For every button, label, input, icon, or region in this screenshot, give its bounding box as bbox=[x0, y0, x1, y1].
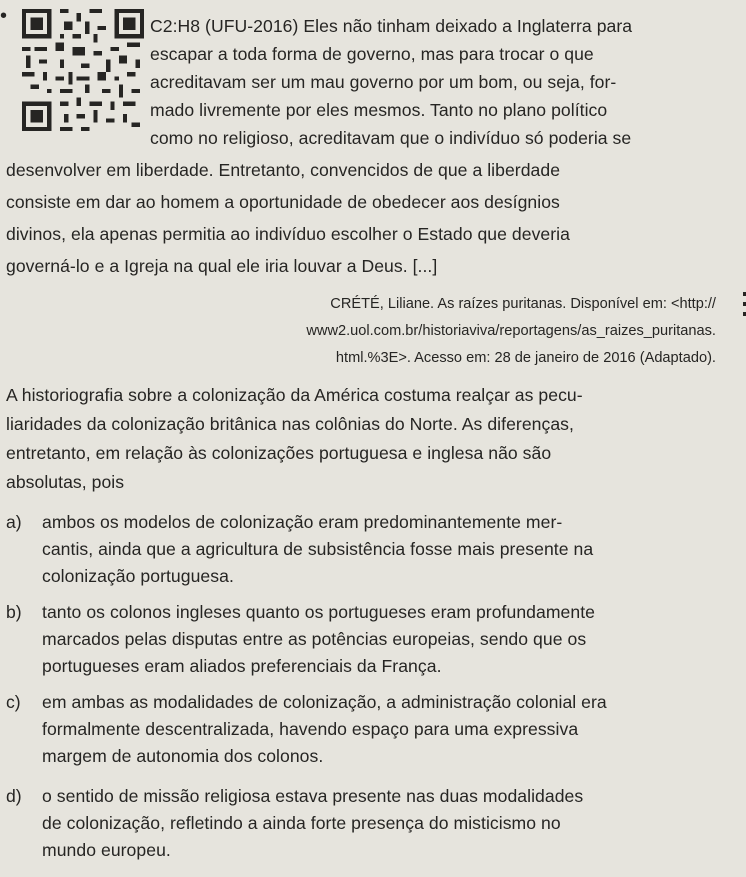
option-a-line-2[interactable]: cantis, ainda que a agricultura de subsistência fosse mais presente na bbox=[42, 539, 594, 559]
text-line-6: desenvolver em liberdade. Entretanto, convencidos de que a liberdade bbox=[6, 160, 561, 180]
option-a-letter[interactable]: a) bbox=[6, 512, 22, 532]
option-d-line-1[interactable]: o sentido de missão religiosa estava presente nas duas modalidades bbox=[42, 786, 584, 806]
option-a-line-1[interactable]: ambos os modelos de colonização eram predominantemente mer- bbox=[42, 512, 563, 532]
option-d-line-3[interactable]: mundo europeu. bbox=[42, 840, 171, 860]
text-line-1: Eles não tinham deixado a Inglaterra para bbox=[303, 16, 633, 36]
option-c-letter[interactable]: c) bbox=[6, 692, 21, 712]
text-line-2: escapar a toda forma de governo, mas para trocar o que bbox=[150, 44, 594, 64]
option-a-line-3[interactable]: colonização portuguesa. bbox=[42, 566, 234, 586]
option-d-line-2[interactable]: de colonização, refletindo a ainda forte presença do misticismo no bbox=[42, 813, 561, 833]
option-c-line-2[interactable]: formalmente descentralizada, havendo espaço para uma expressiva bbox=[42, 719, 579, 739]
option-b-line-1[interactable]: tanto os colonos ingleses quanto os portugueses eram profundamente bbox=[42, 602, 595, 622]
text-line-3: acreditavam ser um mau governo por um bom, ou seja, for- bbox=[150, 72, 617, 92]
text-line-5: como no religioso, acreditavam que o indivíduo só poderia se bbox=[150, 128, 632, 148]
stem-line-3: entretanto, em relação às colonizações portuguesa e inglesa não são bbox=[6, 443, 552, 463]
qr-code-icon bbox=[22, 9, 144, 131]
option-b-letter[interactable]: b) bbox=[6, 602, 22, 622]
stem-line-2: liaridades da colonização britânica nas colônias do Norte. As diferenças, bbox=[6, 414, 574, 434]
question-header: C2:H8 (UFU-2016) bbox=[150, 16, 299, 36]
source-line-1: CRÉTÉ, Liliane. As raízes puritanas. Disponível em: <http:// bbox=[330, 296, 716, 312]
stem-line-4: absolutas, pois bbox=[6, 472, 125, 492]
text-line-8: divinos, ela apenas permitia ao indivíduo escolher o Estado que deveria bbox=[6, 224, 570, 244]
question-header-line bbox=[150, 16, 632, 36]
option-b-line-2[interactable]: marcados pelas disputas entre as potências europeias, sendo que os bbox=[42, 629, 587, 649]
source-line-3: html.%3E>. Acesso em: 28 de janeiro de 2016 (Adaptado). bbox=[335, 350, 716, 366]
option-b-line-3[interactable]: portugueses eram aliados preferenciais da França. bbox=[42, 656, 442, 676]
option-c-line-3[interactable]: margem de autonomia dos colonos. bbox=[42, 746, 324, 766]
text-line-4: mado livremente por eles mesmos. Tanto no plano político bbox=[150, 100, 608, 120]
option-c-line-1[interactable]: em ambas as modalidades de colonização, a administração colonial era bbox=[42, 692, 607, 712]
option-d-letter[interactable]: d) bbox=[6, 786, 22, 806]
text-line-7: consiste em dar ao homem a oportunidade de obedecer aos desígnios bbox=[6, 192, 560, 212]
source-line-2: www2.uol.com.br/historiaviva/reportagens/as_raizes_puritanas. bbox=[306, 323, 716, 339]
text-line-9: governá-lo e a Igreja na qual ele iria louvar a Deus. [...] bbox=[6, 256, 438, 276]
bullet-icon: • bbox=[0, 5, 8, 27]
stem-line-1: A historiografia sobre a colonização da América costuma realçar as pecu- bbox=[6, 385, 583, 405]
